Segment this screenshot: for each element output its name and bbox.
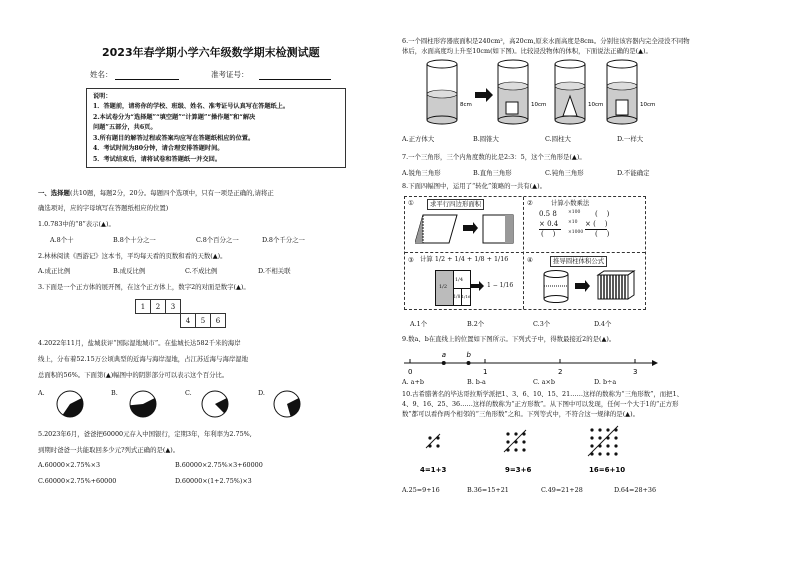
q9-stem: 9.数a、b在直线上的位置如下图所示。下列式子中，得数最接近2的是(▲)。 xyxy=(402,335,616,343)
q10-line1: 10.古希腊著名的毕达哥拉斯学派把1、3、6、10、15、21……这样的数称为“三角形数”，而把1、 xyxy=(402,390,684,398)
q9-option-a[interactable]: A. a+b xyxy=(402,378,424,386)
q2-stem: 2.林林阅读《西游记》这本书，平均每天看的页数和看的天数(▲)。 xyxy=(38,252,227,260)
arrow-icon xyxy=(575,280,590,292)
cylinder-original xyxy=(427,60,457,124)
q1-option-c[interactable]: C.8个百分之一 xyxy=(196,236,239,244)
q5-option-c[interactable]: C.60000×2.75%+60000 xyxy=(38,477,117,485)
fraction-part: 1/2 xyxy=(439,284,448,290)
q2-option-d[interactable]: D.不相关联 xyxy=(258,267,291,275)
fraction-part: 1/16 xyxy=(461,294,471,299)
q4-option-c[interactable]: C. xyxy=(185,389,192,397)
pie-a xyxy=(55,389,85,419)
pie-c xyxy=(200,389,230,419)
box3-title: 计算 xyxy=(420,255,433,263)
dot xyxy=(598,452,601,455)
fraction-part: 1/4 xyxy=(455,277,464,283)
box2-number: ② xyxy=(527,199,533,207)
instruction-line: 5．考试结束后，请将试卷和答题纸一并交回。 xyxy=(93,155,222,163)
dot xyxy=(514,448,517,451)
cube-icon xyxy=(506,102,518,114)
q5-line2: 到期时爸爸一共能取回多少元?列式正确的是(▲)。 xyxy=(38,446,180,454)
axis-arrow-icon xyxy=(652,360,658,366)
cube-face: 6 xyxy=(211,314,226,328)
axis-point-label: b xyxy=(466,351,471,359)
q8-option-b[interactable]: B.2个 xyxy=(467,320,485,328)
fraction-term: + 1/4 xyxy=(447,255,465,263)
height-label: 10cm xyxy=(588,102,604,108)
dot xyxy=(522,440,525,443)
exam-no-label: 准考证号： xyxy=(211,70,249,79)
q6-option-c[interactable]: C.圆柱大 xyxy=(545,135,571,143)
parallelogram-figure xyxy=(415,211,515,247)
instruction-line: 1．答题前，请将你的学校、班级、姓名、准考证号认真写在答题纸上。 xyxy=(93,103,290,110)
cylinder-with-cylinder xyxy=(607,60,637,124)
q6-option-d[interactable]: D.一样大 xyxy=(617,135,644,143)
q6-option-a[interactable]: A.正方体大 xyxy=(402,135,435,143)
section1-desc: (共10题，每题2分，20分。每题四个选项中，只有一项是正确的,请将正 xyxy=(69,189,274,197)
q9-number-line xyxy=(400,345,660,377)
q6-option-b[interactable]: B.圆锥大 xyxy=(473,135,499,143)
fraction-term: 1/2 xyxy=(434,255,446,263)
box2-title: 计算小数乘法 xyxy=(551,199,590,207)
box1-title: 求平行四边形面积 xyxy=(427,199,484,210)
dot xyxy=(506,440,509,443)
instructions-heading: 说明： xyxy=(93,93,112,100)
cube-net xyxy=(135,299,226,328)
dot xyxy=(614,444,617,447)
arrow-icon xyxy=(471,281,485,291)
fraction-square xyxy=(435,270,471,306)
q2-option-b[interactable]: B.成反比例 xyxy=(113,267,146,275)
section1-header xyxy=(38,189,274,198)
dot xyxy=(606,428,609,431)
cube-face: 5 xyxy=(196,314,211,328)
q7-option-d[interactable]: D.不能确定 xyxy=(617,169,650,177)
dot xyxy=(614,436,617,439)
name-label: 姓名： xyxy=(90,70,113,79)
axis-tick-label: 1 xyxy=(483,368,488,376)
q5-option-a[interactable]: A.60000×2.75%×3 xyxy=(38,461,101,469)
cube-face: 3 xyxy=(166,300,181,314)
dot-caption: 16=6+10 xyxy=(589,466,626,474)
height-label: 10cm xyxy=(531,102,547,108)
cylinder-with-cube xyxy=(498,60,528,124)
dot xyxy=(436,444,439,447)
q10-option-b[interactable]: B.36=15+21 xyxy=(467,486,509,494)
fraction-expression xyxy=(420,254,508,264)
cylinder-with-cone xyxy=(555,60,585,124)
name-blank[interactable] xyxy=(115,79,179,80)
decimal-factor: 0.5 8 xyxy=(539,210,557,218)
fraction-part: 1/8 xyxy=(453,294,461,299)
axis-tick-label: 2 xyxy=(558,368,563,376)
small-cylinder-icon xyxy=(616,100,628,115)
q9-option-b[interactable]: B. b-a xyxy=(467,378,486,386)
cube-face: 1 xyxy=(136,300,151,314)
dot xyxy=(606,452,609,455)
scale-up-10: ×10 xyxy=(568,220,578,225)
height-label: 10cm xyxy=(640,102,656,108)
dot xyxy=(590,444,593,447)
q4-option-b[interactable]: B. xyxy=(111,389,118,397)
box1-number: ① xyxy=(408,199,414,207)
dot xyxy=(506,432,509,435)
q4-option-a[interactable]: A. xyxy=(38,389,45,397)
q8-option-d[interactable]: D.4个 xyxy=(594,320,612,328)
q2-option-c[interactable]: C.不成比例 xyxy=(185,267,218,275)
axis-point-label: a xyxy=(441,351,447,359)
dot xyxy=(598,428,601,431)
fraction-result: 1 − 1/16 xyxy=(487,282,514,289)
section1-desc2: 确选项对，应的字母填写在答题纸相应的位置) xyxy=(38,204,169,212)
q10-option-c[interactable]: C.49=21+28 xyxy=(541,486,583,494)
axis-point-b xyxy=(467,361,471,365)
q6-line1: 6.一个圆柱形容器底面积是240cm²，高20cm,原来水面高度是8cm。分别往该容器内完全浸没不同物 xyxy=(402,37,690,45)
result-fraction: 1/16 xyxy=(499,282,514,289)
arrow-icon xyxy=(475,88,493,102)
q9-option-d[interactable]: D. b÷a xyxy=(594,378,617,386)
cube-face: 2 xyxy=(151,300,166,314)
box4-title: 推导圆柱体积公式 xyxy=(550,256,607,267)
dot xyxy=(614,452,617,455)
axis-point-a xyxy=(442,361,446,365)
q9-option-c[interactable]: C. a×b xyxy=(533,378,555,386)
dot xyxy=(522,448,525,451)
section1-heading: 一、选择题 xyxy=(38,189,70,197)
axis-tick-label: 0 xyxy=(408,368,413,376)
q6-cylinders-figure xyxy=(420,58,660,128)
q10-line3: 数”都可以看作两个相邻的“三角形数”之和。下列等式中，不符合这一规律的是(▲)。 xyxy=(402,410,639,418)
dot-caption: 4=1+3 xyxy=(420,466,447,474)
q8-stem: 8.下面四幅图中，运用了“转化”策略的一共有(▲)。 xyxy=(402,182,546,190)
box3-number: ③ xyxy=(408,256,414,264)
pie-d xyxy=(272,389,302,419)
q7-option-a[interactable]: A.锐角三角形 xyxy=(402,169,441,177)
dot xyxy=(606,444,609,447)
q1-option-b[interactable]: B.8个十分之一 xyxy=(113,236,156,244)
scale-up-100: ×100 xyxy=(568,210,581,215)
pie-b xyxy=(128,389,158,419)
scale-down-1000: ×1000 xyxy=(568,230,584,235)
blank-parens: ( ) xyxy=(595,210,610,218)
q4-line3: 总面积的56%。下面第(▲)幅图中的阴影部分可以表示这个百分比。 xyxy=(38,371,229,379)
dot xyxy=(590,428,593,431)
q5-option-b[interactable]: B.60000×2.75%×3+60000 xyxy=(175,461,263,469)
q7-option-c[interactable]: C.钝角三角形 xyxy=(545,169,584,177)
box4-number: ④ xyxy=(527,256,533,264)
q4-line2: 线上，分布着52.15万公顷典型的近海与海岸湿地，占江苏近海与海岸湿地 xyxy=(38,355,249,363)
dot xyxy=(514,432,517,435)
q1-option-d[interactable]: D.8个千分之一 xyxy=(262,236,305,244)
dot xyxy=(598,436,601,439)
dot-caption: 9=3+6 xyxy=(505,466,532,474)
q10-dot-figures xyxy=(410,420,660,476)
cylinder-transform-figure xyxy=(540,269,640,305)
q10-option-a[interactable]: A.25=9+16 xyxy=(402,486,440,494)
q8-option-c[interactable]: C.3个 xyxy=(533,320,551,328)
instruction-line: 问题”五部分，共6页。 xyxy=(93,124,157,131)
fraction-term: + 1/8 xyxy=(466,255,485,263)
q10-line2: 4、9、16、25、36……这样的数称为“正方形数”。从下图中可以发现，任何一个大于1的“正方形 xyxy=(402,400,679,408)
q7-stem: 7.一个三角形，三个内角度数的比是2:3：5，这个三角形是(▲)。 xyxy=(402,153,586,161)
q10-option-d[interactable]: D.64=28+36 xyxy=(614,486,657,494)
exam-no-blank[interactable] xyxy=(259,79,331,80)
fraction-term: + 1/16 xyxy=(486,255,509,263)
q2-option-a[interactable]: A.成正比例 xyxy=(38,267,71,275)
blank-parens: ( ) xyxy=(595,230,610,238)
axis-tick-label: 3 xyxy=(633,368,638,376)
dot-square-2 xyxy=(426,434,440,448)
q4-option-d[interactable]: D. xyxy=(258,389,265,397)
q1-option-a[interactable]: A.8个十 xyxy=(50,236,74,244)
q5-option-d[interactable]: D.60000×(1+2.75%)×3 xyxy=(175,477,252,485)
q5-line1: 5.2023年6月，爸爸把60000元存入中国银行，定期3年，年利率为2.75%, xyxy=(38,430,252,438)
dot xyxy=(428,436,431,439)
instruction-line: 3.所有题目的解答过程或答案均应写在答题纸相应的位置。 xyxy=(93,134,255,142)
dot xyxy=(590,436,593,439)
blank-parens: ( ) xyxy=(541,230,556,238)
q8-figure xyxy=(404,196,646,310)
cube-face: 4 xyxy=(181,314,196,328)
height-label: 8cm xyxy=(460,102,472,108)
q6-line2: 体后，水面高度均上升至10cm(如下图)。比较浸没物体的体积，下面说法正确的是(▲)。 xyxy=(402,47,652,55)
q8-option-a[interactable]: A.1个 xyxy=(410,320,428,328)
q3-stem: 3.下面是一个正方体的展开图，在这个正方体上，数字2的对面是数字(▲)。 xyxy=(38,283,250,291)
instruction-line: 4．考试时间为80分钟，请合理安排答题时间。 xyxy=(93,145,224,152)
dot-square-3 xyxy=(504,430,526,452)
q4-line1: 4.2022年11月，盐城获评“国际湿地城市”。在盐城长达582千米的海岸 xyxy=(38,339,241,347)
instruction-line: 2.本试卷分为“选择题”“填空题”“计算题”“操作题”和“解决 xyxy=(93,113,256,121)
q7-option-b[interactable]: B.直角三角形 xyxy=(473,169,512,177)
decimal-multiplier: × 0.4 xyxy=(539,220,561,230)
arrow-icon xyxy=(463,222,478,234)
blank-parens: × ( ) xyxy=(585,220,608,228)
page-title: 2023年春学期小学六年级数学期末检测试题 xyxy=(102,46,320,59)
q1-stem: 1.0.783中的“8”表示(▲)。 xyxy=(38,220,115,228)
dot-square-4 xyxy=(588,426,618,456)
instructions-box xyxy=(86,88,346,168)
